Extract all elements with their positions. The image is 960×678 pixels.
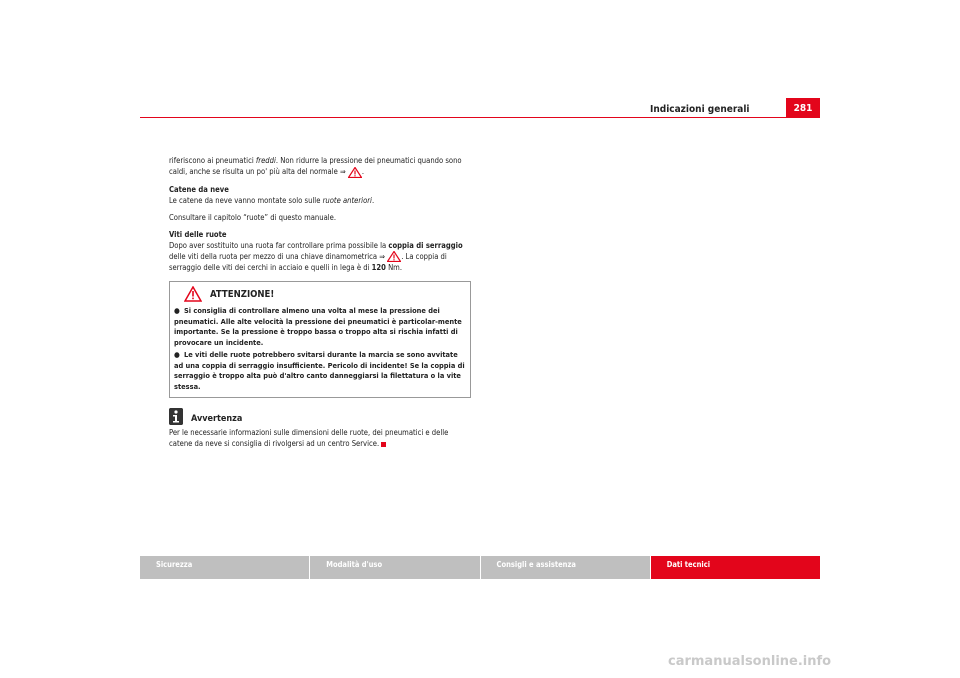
page-header-title: Indicazioni generali [650, 104, 750, 115]
bullet-icon: ● [174, 306, 180, 315]
warning-triangle-icon [348, 167, 362, 178]
info-note-icon [169, 408, 183, 425]
warning-item: ● Le viti delle ruote potrebbero svitarsi durante la marcia se sono avvitate ad una coppia di serraggio insufficiente. Pericolo di incidente! Se la coppia di serraggio è troppo alta può d'altro canto danneggiarsi la filettatura o la vite stessa. [174, 350, 465, 391]
header-divider [140, 117, 820, 118]
section-end-marker [381, 442, 386, 447]
tab-consigli-assistenza[interactable]: Consigli e assistenza [481, 556, 651, 579]
consult-chapter-text: Consultare il capitolo “ruote” di questo manuale. [169, 212, 337, 222]
tab-sicurezza[interactable]: Sicurezza [140, 556, 310, 579]
warning-item: ● Si consiglia di controllare almeno una volta al mese la pressione dei pneumatici. Alle alte velocità la pressione dei pneumatici è particolar-mente importante. Se la pressione è troppo bassa o troppo alta si rischia infatti di provocare un incidente. [174, 306, 462, 347]
note-text: Per le necessarie informazioni sulle dimensioni delle ruote, dei pneumatici e delle catene da neve si consiglia di rivolgersi ad un centro Service. [169, 428, 449, 448]
wheel-bolts-heading: Viti delle ruote [169, 229, 227, 239]
bullet-icon: ● [174, 350, 180, 359]
tab-dati-tecnici[interactable]: Dati tecnici [651, 556, 820, 579]
page-number: 281 [786, 98, 820, 118]
warning-triangle-icon [184, 286, 202, 302]
tire-pressure-paragraph: riferiscono ai pneumatici freddi. Non ridurre la pressione dei pneumatici quando sono caldi, anche se risulta un po' più alta del normale ⇒ . [169, 156, 462, 176]
warning-header [174, 286, 466, 302]
main-column [169, 155, 471, 455]
snow-chains-heading: Catene da neve [169, 184, 229, 194]
note-title: Avvertenza [191, 414, 243, 424]
tab-modalita-uso[interactable]: Modalità d'uso [310, 556, 480, 579]
warning-box [169, 281, 471, 398]
note-header [169, 408, 471, 425]
wheel-bolts-section: Viti delle ruote Dopo aver sostituito una ruota far controllare prima possibile la coppia di serraggio delle viti della ruota per mezzo di una chiave dinamometrica ⇒ . La coppia di serraggio delle viti dei cerchi in acciaio e quelli in lega è di 120 Nm. [169, 229, 471, 274]
footer-nav [140, 556, 820, 579]
warning-title: ATTENZIONE! [210, 288, 275, 300]
snow-chains-section: Catene da neve Le catene da neve vanno montate solo sulle ruote anteriori. [169, 184, 471, 206]
watermark: carmanualsonline.info [668, 654, 832, 669]
warning-triangle-icon [387, 251, 401, 262]
